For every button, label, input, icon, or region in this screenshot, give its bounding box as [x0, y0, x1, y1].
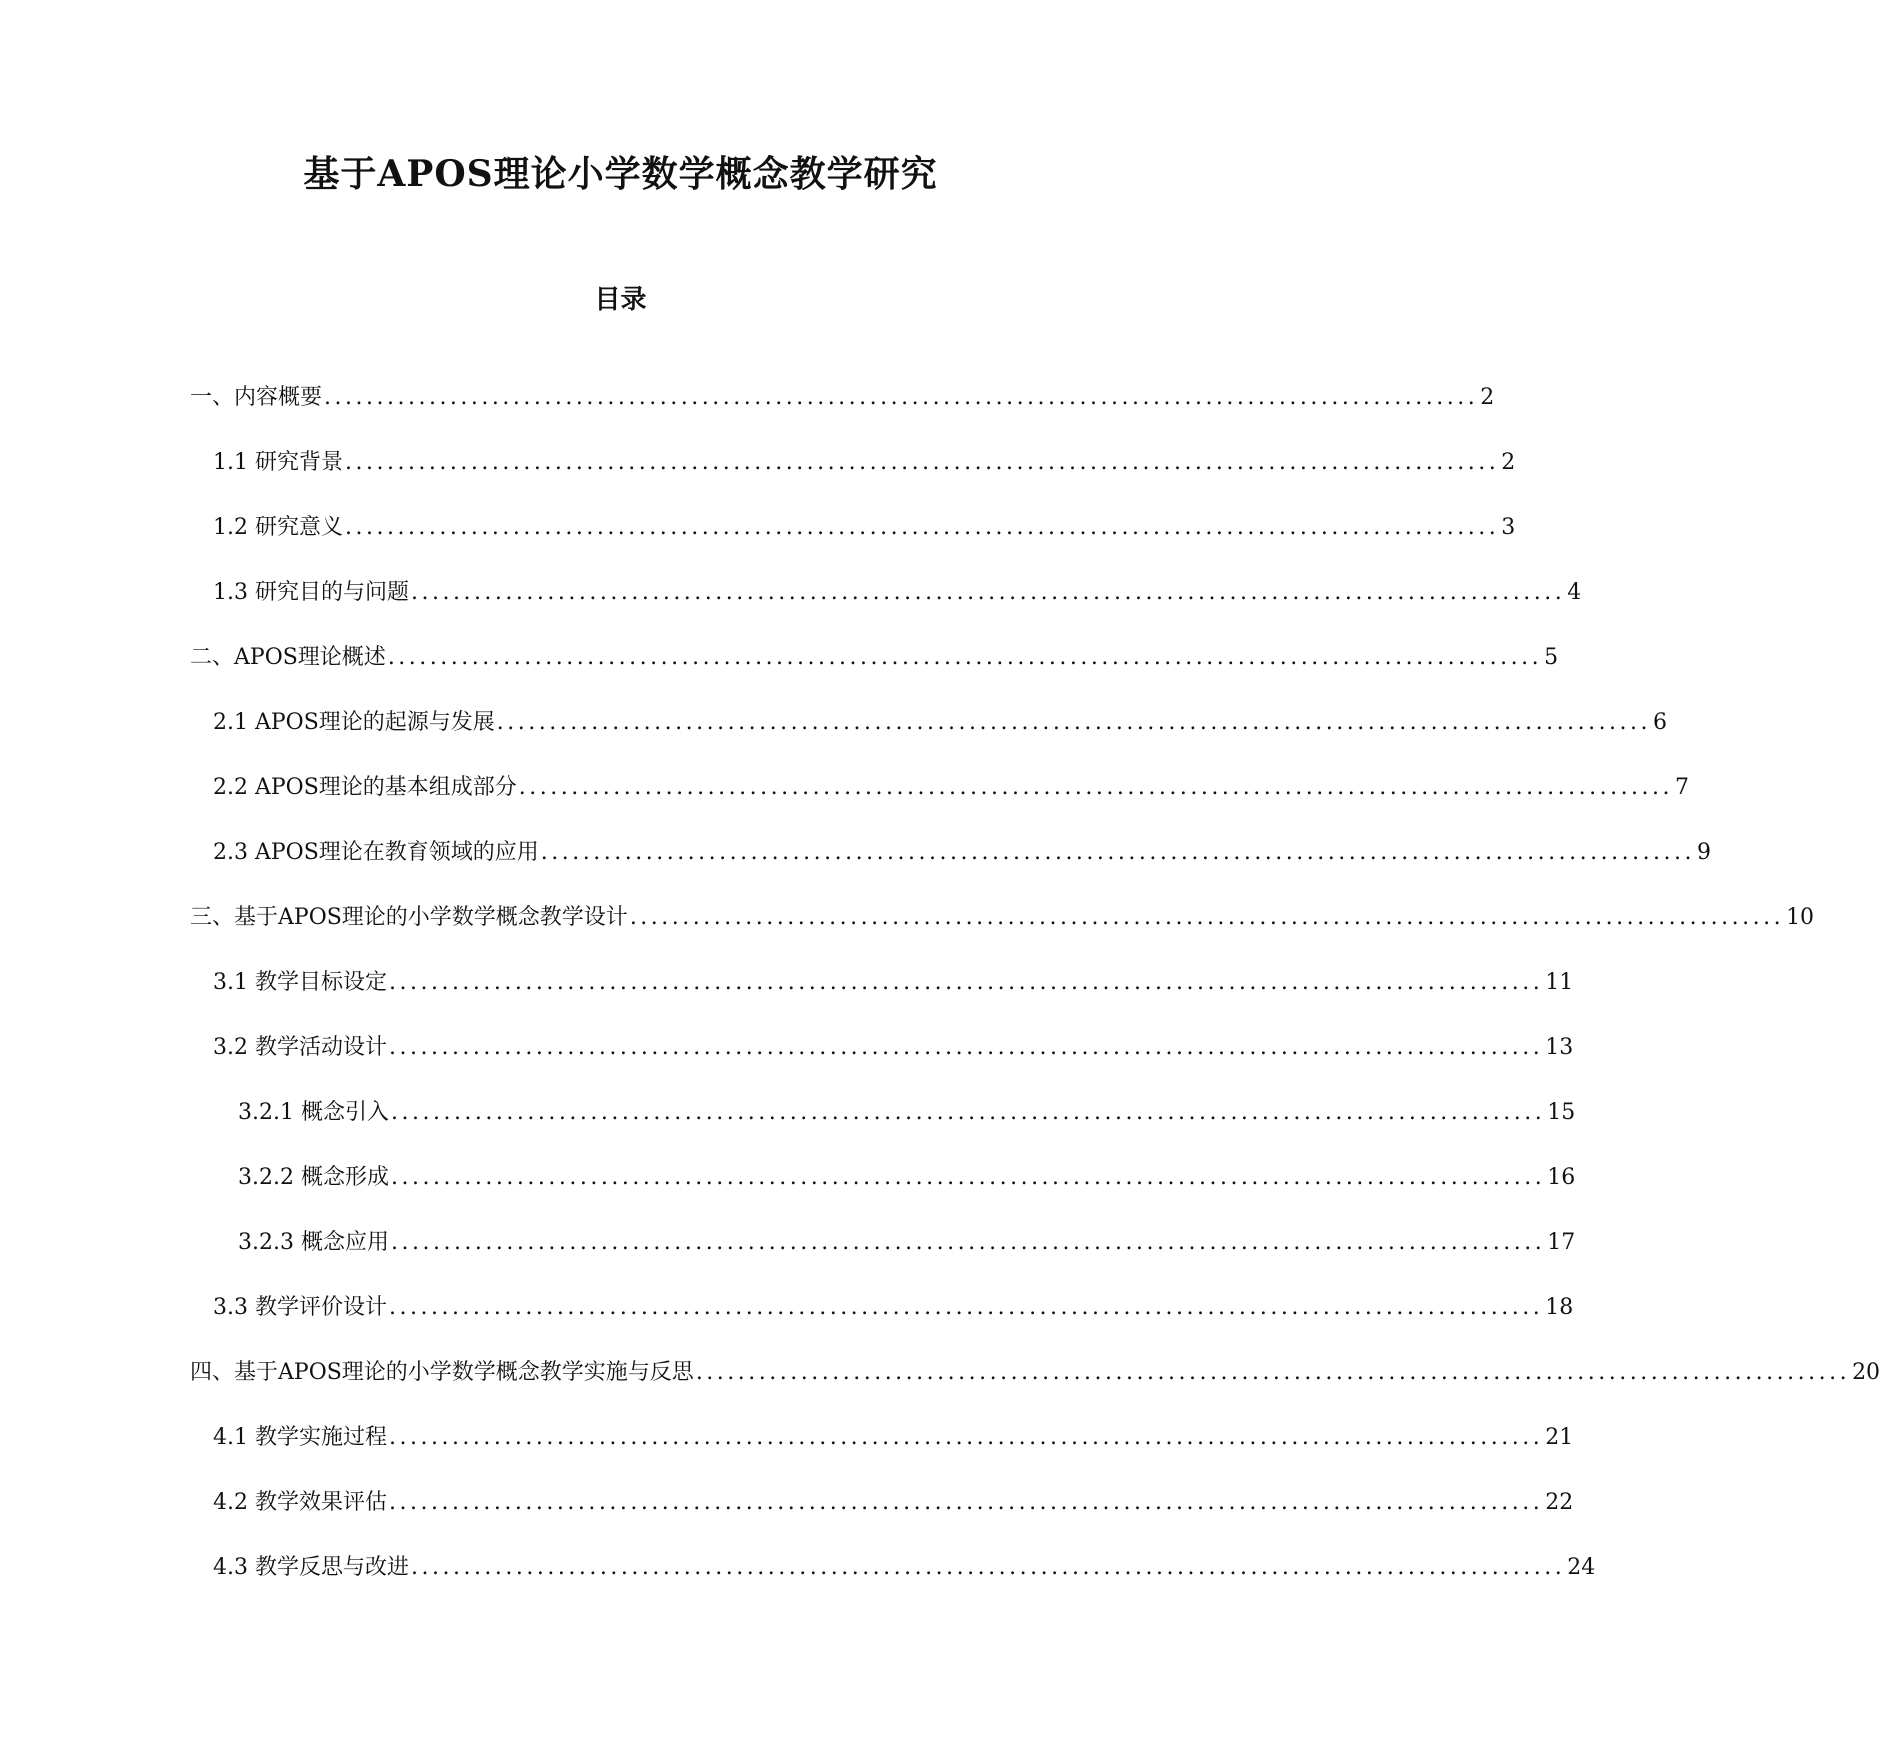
toc-page-number: 21 — [1545, 1425, 1574, 1450]
toc-entry-label: 四、基于APOS理论的小学数学概念教学实施与反思 — [190, 1360, 694, 1385]
toc-dot-leader: .............................................................................................................. — [344, 515, 1500, 540]
toc-entry[interactable] — [0, 1293, 1574, 1358]
toc-entry-label: 4.1 教学实施过程 — [213, 1425, 387, 1450]
toc-dot-leader: .............................................................................................................. — [540, 840, 1696, 865]
toc-entry-label: 2.1 APOS理论的起源与发展 — [213, 710, 495, 735]
toc-entry[interactable] — [0, 1553, 1596, 1618]
toc-entry-label: 1.2 研究意义 — [213, 515, 343, 540]
toc-dot-leader: .............................................................................................................. — [410, 1555, 1566, 1580]
toc-entry-label: 3.2.3 概念应用 — [238, 1230, 389, 1255]
toc-dot-leader: .............................................................................................................. — [390, 1100, 1546, 1125]
toc-entry[interactable] — [0, 838, 1712, 903]
toc-page-number: 5 — [1544, 645, 1559, 670]
toc-entry[interactable] — [0, 968, 1574, 1033]
toc-entry-label: 3.2.1 概念引入 — [238, 1100, 389, 1125]
toc-page-number: 16 — [1547, 1165, 1576, 1190]
toc-entry[interactable] — [0, 1358, 1880, 1423]
toc-entry[interactable] — [0, 773, 1690, 838]
toc-page-number: 2 — [1480, 385, 1495, 410]
toc-dot-leader: .............................................................................................................. — [388, 1295, 1544, 1320]
toc-dot-leader: .............................................................................................................. — [390, 1230, 1546, 1255]
toc-entry[interactable] — [0, 578, 1582, 643]
toc-dot-leader: .............................................................................................................. — [695, 1360, 1851, 1385]
toc-page-number: 13 — [1545, 1035, 1574, 1060]
toc-entry-label: 1.1 研究背景 — [213, 450, 343, 475]
toc-dot-leader: .............................................................................................................. — [388, 970, 1544, 995]
toc-entry-label: 二、APOS理论概述 — [190, 645, 386, 670]
toc-entry-label: 3.1 教学目标设定 — [213, 970, 387, 995]
toc-page-number: 11 — [1545, 970, 1574, 995]
toc-entry[interactable] — [0, 383, 1495, 448]
toc-dot-leader: .............................................................................................................. — [387, 645, 1543, 670]
table-of-contents — [0, 383, 1880, 1618]
toc-dot-leader: .............................................................................................................. — [324, 385, 1479, 410]
toc-dot-leader: .............................................................................................................. — [629, 905, 1785, 930]
toc-page-number: 20 — [1852, 1360, 1880, 1385]
toc-page-number: 18 — [1545, 1295, 1574, 1320]
toc-dot-leader: .............................................................................................................. — [344, 450, 1500, 475]
toc-entry[interactable] — [0, 448, 1516, 513]
toc-entry-label: 4.3 教学反思与改进 — [213, 1555, 409, 1580]
toc-page-number: 6 — [1653, 710, 1668, 735]
toc-page-number: 2 — [1501, 450, 1516, 475]
toc-entry-label: 4.2 教学效果评估 — [213, 1490, 387, 1515]
toc-entry-label: 1.3 研究目的与问题 — [213, 580, 409, 605]
toc-entry[interactable] — [0, 1098, 1576, 1163]
toc-page-number: 22 — [1545, 1490, 1574, 1515]
toc-entry[interactable] — [0, 643, 1559, 708]
toc-entry-label: 3.2.2 概念形成 — [238, 1165, 389, 1190]
toc-page-number: 10 — [1786, 905, 1815, 930]
toc-page-number: 17 — [1547, 1230, 1576, 1255]
toc-dot-leader: .............................................................................................................. — [390, 1165, 1546, 1190]
toc-dot-leader: .............................................................................................................. — [496, 710, 1652, 735]
toc-entry-label: 3.2 教学活动设计 — [213, 1035, 387, 1060]
toc-entry[interactable] — [0, 1163, 1576, 1228]
toc-page-number: 15 — [1547, 1100, 1576, 1125]
toc-entry-label: 三、基于APOS理论的小学数学概念教学设计 — [190, 905, 628, 930]
toc-dot-leader: .............................................................................................................. — [410, 580, 1566, 605]
toc-page-number: 24 — [1567, 1555, 1596, 1580]
toc-page-number: 9 — [1697, 840, 1712, 865]
toc-dot-leader: .............................................................................................................. — [518, 775, 1674, 800]
toc-dot-leader: .............................................................................................................. — [388, 1490, 1544, 1515]
toc-entry[interactable] — [0, 903, 1815, 968]
toc-entry-label: 2.2 APOS理论的基本组成部分 — [213, 775, 517, 800]
toc-entry[interactable] — [0, 1033, 1574, 1098]
toc-page-number: 3 — [1501, 515, 1516, 540]
toc-entry[interactable] — [0, 1228, 1576, 1293]
toc-entry[interactable] — [0, 513, 1516, 578]
toc-entry-label: 一、内容概要 — [190, 385, 323, 410]
toc-entry[interactable] — [0, 1423, 1574, 1488]
toc-page-number: 4 — [1567, 580, 1582, 605]
toc-entry-label: 3.3 教学评价设计 — [213, 1295, 387, 1320]
toc-entry-label: 2.3 APOS理论在教育领域的应用 — [213, 840, 539, 865]
toc-heading: 目录 — [594, 285, 647, 315]
toc-entry[interactable] — [0, 1488, 1574, 1553]
toc-dot-leader: .............................................................................................................. — [388, 1035, 1544, 1060]
toc-entry[interactable] — [0, 708, 1668, 773]
toc-page-number: 7 — [1675, 775, 1690, 800]
toc-dot-leader: .............................................................................................................. — [388, 1425, 1544, 1450]
document-title: 基于APOS理论小学数学概念教学研究 — [303, 153, 938, 195]
